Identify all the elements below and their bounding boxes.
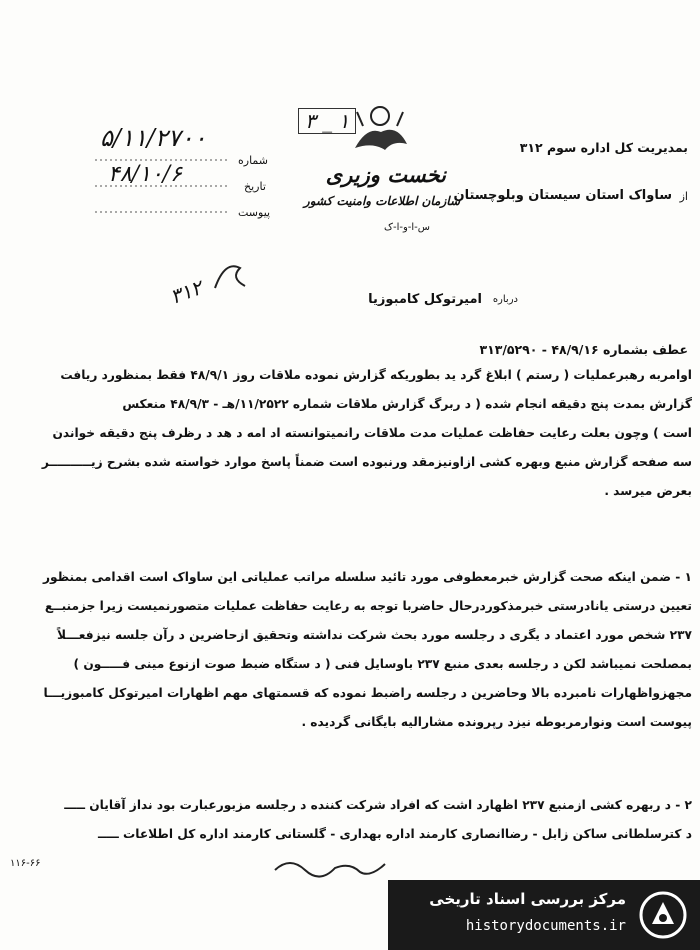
page-code: ۱۱۶-۶۶ [10, 858, 41, 869]
margin-note: ۳۱۲ [166, 275, 206, 309]
paragraph-1 [12, 368, 692, 498]
body-line: بعرض میرسد . [604, 484, 692, 498]
archive-logo-url: historydocuments.ir [465, 918, 626, 934]
letterhead-stamp [300, 100, 470, 240]
lion-and-sun-emblem-icon [345, 100, 415, 160]
number-label: شماره [238, 154, 269, 167]
handwritten-number: ۵/۱۱/۲۷۰۰ [100, 124, 207, 152]
body-line: بمصلحت نمیباشد لکن د رجلسه بعدی منبع ۲۳۷ باوسایل فنی ( د ستگاه ضبط صوت ازنوع مینی فـــــون ) [73, 657, 692, 671]
attachment-label: پیوست [238, 206, 271, 219]
paragraph-2 [12, 570, 692, 729]
body-line: د کترسلطانی ساکن زابل - رضاانصاری کارمند اداره بهداری - گلستانی کارمند اداره کل اطلاعات ـــــ [97, 827, 692, 841]
body-line: اوامربه رهبرعملیات ( رستم ) ابلاغ گرد ید بطوریکه گزارش نموده ملاقات روز ۴۸/۹/۱ فقط بمنظورد ریافت [60, 368, 692, 382]
reference-line: عطف بشماره ۴۸/۹/۱۶ - ۳۱۳/۵۲۹۰ [479, 342, 688, 357]
body-line: ۱ - ضمن اینکه صحت گزارش خبرمعطوفی مورد تائید سلسله مراتب عملیاتی این ساواک است اقدامی بمنظور [43, 570, 692, 584]
body-line: تعیین درستی یانادرستی خبرمذکوردرحال حاضربا توجه به رعایت حفاظت عملیات متصورنمیست زیرا جزمنبــع [44, 599, 692, 613]
paragraph-3 [12, 798, 692, 841]
archive-logo-title: مرکز بررسی اسناد تاریخی [429, 890, 626, 908]
subject-label: درباره [492, 294, 518, 305]
stamp-code: س-ا-و-ا-ک [384, 222, 430, 233]
subject-text: امیرتوکل کامبوزیا [368, 292, 482, 307]
body-line: است ) وچون بعلت رعایت حفاظت عملیات مدت ملاقات رانمیتوانسته اد امه د هد د رظرف پنج دقیقه خواندن [52, 426, 692, 440]
body-line: ۲ - د ربهره کشی ازمنبع ۲۳۷ اظهارد اشت که افراد شرکت کننده د رجلسه مزبورعبارت بود نداز آقایان ـــــ [64, 798, 692, 812]
archive-logo [388, 880, 700, 950]
date-label: تاریخ [244, 180, 266, 193]
body-line: ۲۳۷ شخص مورد اعتماد د یگری د رجلسه مورد بحث شرکت نداشته وتحقیق ازحاضرین د رآن جلسه نیزفعـــلاً [57, 628, 692, 642]
signature-scribble [270, 852, 390, 882]
stamp-ministry: نخست وزیری [325, 162, 446, 187]
stamp-organization: سازمان اطلاعات وامنیت کشور [303, 194, 460, 208]
stamp-box-number: ۳ _ ۱ [298, 108, 356, 134]
from-label: از [679, 190, 688, 203]
margin-scribble [210, 258, 250, 298]
recipient-line: بمدیریت کل اداره سوم ۳۱۲ [519, 140, 688, 155]
body-line: گزارش بمدت پنج دقیقه انجام شده ( د ربرگ گزارش ملاقات شماره ۱۱/۲۵۲۲/هـ - ۴۸/۹/۳ منعکس [122, 397, 692, 411]
header-dotted-lines [95, 150, 235, 220]
sender-line: ساواک استان سیستان وبلوچستان [453, 188, 672, 203]
body-line: مجهزواظهارات نامبرده بالا وحاضرین د رجلسه راضبط نموده که قسمتهای مهم اظهارات امیرتوکل کامبوزیـــا [43, 686, 692, 700]
handwritten-date: ۴۸/۱۰/۶ [108, 162, 182, 187]
body-line: سه صفحه گزارش منبع وبهره کشی ازاونیزمقد ورنبوده است ضمناً پاسخ موارد خواسته شده بشرح زیــــــــــر [41, 455, 692, 469]
body-line: پیوست است ونوارمربوطه نیزد رپرونده مشارالیه بایگانی گردیده . [301, 715, 692, 729]
archive-emblem-icon [638, 890, 688, 940]
